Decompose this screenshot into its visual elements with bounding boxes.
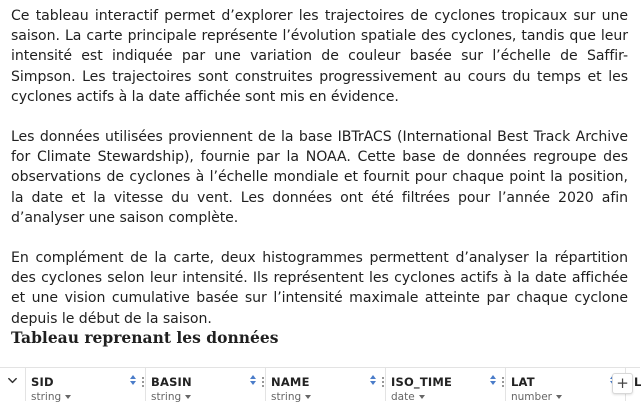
intro-paragraph-3: En complément de la carte, deux histogrammes permettent d’analyser la répartition des cyclones selon leur intensité. Ils représentent les cyclones actifs à la date affichée et une vision cumulative basée sur l’intensité maximale atteinte par chaque cyclone depuis le début de la saison. xyxy=(11,250,628,327)
column-type: string xyxy=(271,391,302,403)
column-name[interactable]: BASIN xyxy=(151,375,192,389)
more-vertical-icon[interactable] xyxy=(382,377,385,388)
caret-down-icon xyxy=(305,395,311,399)
section-heading: Tableau reprenant les données xyxy=(11,328,279,347)
column-type-dropdown[interactable] xyxy=(31,391,71,403)
add-column-button[interactable]: + xyxy=(612,373,633,394)
more-vertical-icon[interactable] xyxy=(502,377,505,388)
column-type: date xyxy=(391,391,415,403)
column-header-sid[interactable] xyxy=(26,368,146,401)
column-name[interactable]: NAME xyxy=(271,375,310,389)
column-type: string xyxy=(151,391,182,403)
data-table-header xyxy=(0,367,640,401)
intro-paragraph-2: Les données utilisées proviennent de la base IBTrACS (International Best Track Archive for Climate Stewardship), fournie par la NOAA. Cette base de données regroupe des observations de cyclones à l’échelle mondiale et fournit pour chaque point la position, la date et la vitesse du vent. Les données ont été filtrées pour l’année 2020 afin d’analyser une saison complète. xyxy=(11,129,628,226)
column-header-next-partial[interactable]: L xyxy=(634,375,641,389)
more-vertical-icon[interactable] xyxy=(262,377,265,388)
sort-icon[interactable] xyxy=(370,375,378,387)
more-vertical-icon[interactable] xyxy=(142,377,145,388)
column-type-dropdown[interactable] xyxy=(391,391,425,403)
column-name[interactable]: ISO_TIME xyxy=(391,375,453,389)
column-header-basin[interactable] xyxy=(146,368,266,401)
sort-icon[interactable] xyxy=(130,375,138,387)
column-name[interactable]: LAT xyxy=(511,375,535,389)
column-name[interactable]: SID xyxy=(31,375,54,389)
column-type-dropdown[interactable] xyxy=(151,391,191,403)
expand-column[interactable] xyxy=(0,368,26,401)
column-header-iso-time[interactable] xyxy=(386,368,506,401)
column-type-dropdown[interactable] xyxy=(511,391,562,403)
chevron-down-icon[interactable] xyxy=(7,375,18,386)
caret-down-icon xyxy=(419,395,425,399)
caret-down-icon xyxy=(556,395,562,399)
caret-down-icon xyxy=(65,395,71,399)
column-type-dropdown[interactable] xyxy=(271,391,311,403)
intro-paragraph-1: Ce tableau interactif permet d’explorer les trajectoires de cyclones tropicaux sur une saison. La carte principale représente l’évolution spatiale des cyclones, tandis que leur intensité est indiquée par une variation de couleur basée sur l’échelle de Saffir-Simpson. Les trajectoires sont construites progressivement au cours du temps et les cyclones actifs à la date affichée sont mis en évidence. xyxy=(11,8,628,105)
caret-down-icon xyxy=(185,395,191,399)
column-header-name[interactable] xyxy=(266,368,386,401)
column-type: number xyxy=(511,391,552,403)
column-header-lat[interactable] xyxy=(506,368,626,401)
column-type: string xyxy=(31,391,62,403)
intro-section xyxy=(11,6,628,349)
sort-icon[interactable] xyxy=(250,375,258,387)
sort-icon[interactable] xyxy=(490,375,498,387)
